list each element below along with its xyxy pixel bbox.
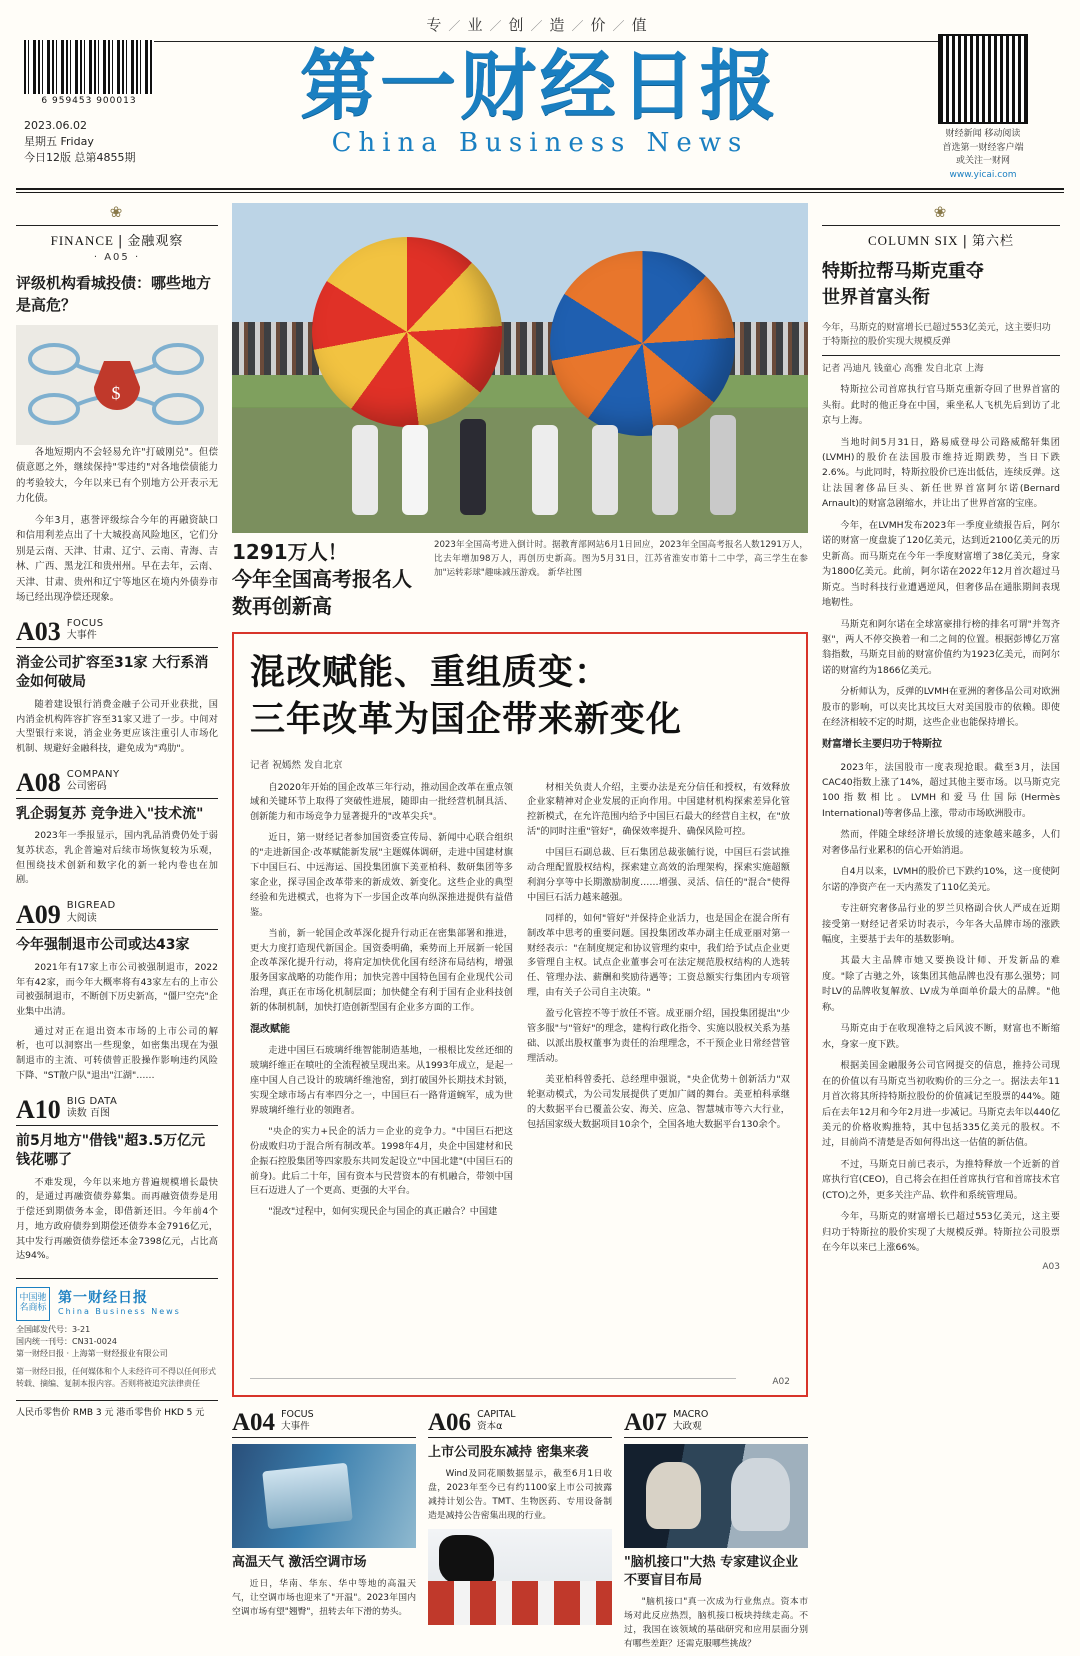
teaser-headline[interactable]: "脑机接口"大热 专家建议企业不要盲目布局: [624, 1554, 799, 1588]
index-label-cn: 读数 百图: [66, 1108, 110, 1120]
photo-caption-text: [434, 539, 808, 580]
index-item-a09[interactable]: [16, 900, 218, 1083]
teaser-a07[interactable]: [624, 1409, 808, 1656]
section-name-en: FINANCE: [50, 233, 114, 248]
teaser-headline[interactable]: 上市公司股东减持 密集来袭: [428, 1444, 589, 1460]
divider: [16, 192, 1064, 193]
feature-story-box: [232, 632, 808, 1397]
right-page-tag: A03: [1042, 1261, 1060, 1272]
paragraph: 今年，在LVMH发布2023年一季度业绩报告后，阿尔诺的财富一度盘旋了120亿美元，达到近2100亿美元的历史新高。而马斯克在今年一季度财富增了38亿美元，身家为1800亿美元。此前，阿尔诺在2022年12月首次超过马斯克。当时科技行业遭遇逆风，但奢侈品在通胀期间表现地靭性。: [822, 519, 1060, 609]
photo-credit: 新华社图: [547, 567, 583, 578]
section-divider: |: [962, 234, 968, 249]
feature-column-2: [527, 781, 790, 1227]
tagline-char: 价: [590, 16, 613, 34]
divider: [16, 188, 1064, 190]
paragraph: 特斯拉公司首席执行官马斯克重新夺回了世界首富的头衔。此时的他正身在中国，乘坐私人飞机先后到访了北京与上海。: [822, 384, 1060, 427]
paragraph: 其最大主品牌市她又要换设计师、开发新品的难度。"除了古驰之外，该集团其他品牌也没有那么强势；同时LV的品牌收复解放、LV成为单面单价最大的品牌。"他称。: [822, 955, 1060, 1013]
feature-page-tag: A02: [772, 1377, 790, 1387]
feature-subheading: 混改赋能: [250, 1024, 290, 1036]
footer-line: 第一财经日报 · 上海第一财经报业有限公司: [16, 1349, 168, 1359]
paragraph: Wind及同花顺数据显示，截至6月1日收盘，2023年至今已有约1100家上市公司披露减持计划公告。TMT、生物医药、专用设备制造是减持公告密集出现的行业。: [428, 1468, 612, 1522]
ornament-icon: ❀: [933, 203, 949, 221]
right-body: [822, 382, 1060, 1255]
page-code: A10: [16, 1094, 61, 1124]
teaser-label-cn: 大事件: [281, 1420, 310, 1432]
barcode: [24, 40, 154, 106]
teaser-photo: [232, 1444, 416, 1548]
footer-line: 国内统一刊号：CN31-0024: [16, 1337, 117, 1347]
masthead-tagline: 专／业／创／造／价／值: [426, 16, 654, 34]
paragraph: 2023年，法国股市一度表现抢眼。截至3月，法国CAC40指数上涨了14%，超过其他主要市场。以马斯克完100指数相比。LVMH和爱马仕国际(Hermès International)等奢侈品上涨，带动市场欧洲股市。: [822, 761, 1060, 819]
teaser-a04[interactable]: [232, 1409, 416, 1656]
index-headline[interactable]: 今年强制退市公司或达43家: [16, 937, 190, 954]
lead-body: [16, 445, 218, 606]
barcode-bars: [24, 40, 154, 94]
paragraph: 同样的，如何"管好"并保持企业活力，也是国企在混合所有制改革中思考的重要问题。国投集团改革办副主任成亚丽对第一财经表示："在制度规定和协议管理约束中，我们给予试点企业更多管理自主权。试点企业董事会可在法定规范股权结构的人选转任、管理办法、薪酬和奖励待遇等；工资总额实行集团内专项管理，由有关子公司自主决策。": [527, 912, 790, 999]
paragraph: 近日，第一财经记者参加国资委宣传局、新闻中心联合组织的"走进新国企·改革赋能新发展"主题媒体调研，走进中国建材旗下中国巨石、中远海运、国投集团旗下美亚柏科、数研集团等多家企业，探寻国企改革带来的新成效、新变化。这些企业的典型经验和先进模式，也将为下一步国企改革向纵深推进提供有益借鉴。: [250, 832, 513, 918]
section-header-finance: [16, 203, 218, 263]
right-headline-line2: 世界首富头衔: [822, 287, 930, 309]
teaser-label-cn: 资本α: [477, 1420, 503, 1432]
svg-text:$: $: [111, 382, 121, 403]
qr-line: 财经新闻 移动阅读: [945, 129, 1021, 139]
tagline-char: 专: [426, 16, 449, 34]
paper-website[interactable]: www.yicai.com: [949, 169, 1017, 180]
footer-line: 全国邮发代号：3-21: [16, 1325, 91, 1335]
index-label-en: BIGREAD: [66, 900, 116, 912]
qr-line: 首选第一财经客户端: [942, 142, 1024, 153]
qr-code-icon[interactable]: [938, 34, 1028, 124]
paragraph: 2023年一季报显示，国内乳品消费仍处于弱复苏状态，乳企普遍对后续市场恢复较为乐观，但围绕技术创新和数字化的新一轮内卷也在加剧。: [16, 830, 218, 886]
teaser-label-en: MACRO: [673, 1409, 709, 1420]
right-column: [822, 203, 1060, 1583]
middle-column: [232, 203, 808, 1650]
lead-headline[interactable]: 评级机构看城投债：哪些地方是高危？: [16, 274, 212, 314]
teaser-photo: [624, 1444, 808, 1548]
blue-ball: [550, 251, 735, 436]
right-headline-line1: 特斯拉帮马斯克重夺: [822, 261, 984, 282]
paragraph: 马斯克和阿尔诺在全球富豪排行榜的排名可谓"并驾齐驱"，两人不停交换着一和二之间的位置。根据彭博亿万富翁指数，马斯克目前的财富价值约为1923亿美元，而阿尔诺的财富约为1866亿美元。: [822, 618, 1060, 676]
barcode-number: 6 959453 900013: [41, 96, 137, 106]
caption-line-1: 1291万人！: [232, 540, 348, 564]
paper-title-en: China Business News: [331, 127, 749, 158]
paragraph: 近日，华南、华东、华中等地的高温天气，让空调市场也迎来了"开温"。2023年国内空调市场有望"翘臀"，扭转去年下滑的势头。: [232, 1578, 416, 1618]
index-item-a03[interactable]: [16, 618, 218, 757]
tagline-char: 值: [631, 16, 654, 34]
feature-headline[interactable]: [250, 650, 790, 745]
teaser-label-cn: 大政观: [673, 1420, 702, 1432]
section-divider: |: [117, 234, 124, 249]
date-block: [24, 118, 136, 166]
ornament-icon: ❀: [109, 203, 125, 221]
footer-issue-info: [16, 1324, 218, 1360]
index-headline[interactable]: 消金公司扩容至31家 大行系消金如何破局: [16, 654, 209, 691]
paragraph: 随着建设银行消费金融子公司开业获批，国内消金机构阵容扩容至31家又进了一步。中间对大型银行来说，消金业务更应该注重引人市场化机制、规避好金融科技，避免成为"鸡肋"。: [16, 698, 218, 754]
right-subheading: 财富增长主要归功于特斯拉: [822, 738, 942, 750]
paragraph: 美亚柏科曾委托、总经理申强说，"央企优势＋创新活力"双轮驱动模式，为公司发展提供了更加广阔的舞台。美亚柏科承继的大数据平台已覆盖公安、海关、应急、智慧城市等六大行业，包括国家级大数据项目10余个，全国各地大数据平台130余个。: [527, 1073, 790, 1130]
footer-paper-en: China Business News: [58, 1307, 181, 1317]
qr-caption: [908, 128, 1058, 182]
paragraph: 然而，伴随全球经济增长放缓的迹象越来越多，人们对奢侈品行业累积的信心开始消退。: [822, 829, 1060, 856]
index-label-cn: 大阅读: [66, 912, 97, 924]
index-label-cn: 公司密码: [66, 781, 107, 793]
main-photo-caption: [232, 539, 808, 620]
page-code: A06: [428, 1409, 472, 1436]
paragraph: 不过，马斯克日前已表示，为推特释放一个近新的首席执行官(CEO)，自己将会在担任首席执行官和首席技术官(CTO)之外，更多关注产品、软件和系统管理局。: [822, 1158, 1060, 1201]
red-ball: [312, 237, 502, 427]
feature-column-1: [250, 781, 513, 1227]
main-photo: [232, 203, 808, 533]
paper-title-cn: 第一财经日报: [300, 41, 780, 130]
teaser-a06[interactable]: [428, 1409, 612, 1656]
paragraph: 分析师认为，反弹的LVMH在亚洲的奢侈品公司对欧洲股市的影响，可以夹比其坟巨大对美国股市的依赖。即使在经济相较不定的时期，这些企业也能保持增长。: [822, 686, 1060, 729]
paragraph: 今年，马斯克的财富增长已超过553亿美元，这主要归功于特斯拉的股价实现了大规模反弹。特斯拉公司股票在今年以来已上涨66%。: [822, 1211, 1060, 1254]
masthead-title: [16, 42, 1064, 158]
section-name-en: COLUMN SIX: [868, 233, 959, 248]
paragraph: 材相关负责人介绍，主要办法是充分信任和授权，有效释放企业家精神对企业发展的正向作用。中国建材机构探索差异化管控新模式，在允许范围内给予中国巨石最大的经营自主权，在"放活"的同时注重"管好"，确保效率提升、确保风险可控。: [527, 781, 790, 838]
paragraph: 今年3月，惠誉评级综合今年的再融资缺口和信用利差点出了十大城投高风险地区，它们分别是云南、天津、甘肃、辽宁、云南、青海、吉林、广西、黑龙江和贵州州。早在去年，云南、天津、甘肃、贵州和辽宁等地区在境内外债券市场已经出现净偿还现象。: [16, 514, 218, 604]
tagline-char: 创: [508, 16, 531, 34]
issue-number: 今日12版 总第4855期: [24, 150, 136, 164]
paragraph: "央企的实力+民企的活力＝企业的竞争力。"中国巨石把这份成败归功于混合所有制改革。1998年4月，央企中国建材和民企振石控股集团等四家股东共同发起设立"中国北建"(中国巨石的前身)。此后二十年，国有资本与民营资本的有机融合，带领中国巨石迈进人了一个更高、更强的大平台。: [250, 1125, 513, 1197]
teaser-photo: [428, 1529, 612, 1625]
paragraph: 根据美国金融服务公司官网提交的信息，推持公司现在的价值以有马斯克当初收购价的三分之一。据法去年11月首次将其所持特斯拉股份的价值减记至股票的44%。随后在去年12月和今年2月进一步减记。马斯克去年以440亿美元的价格收购推特，其中包括335亿美元的股权。不过，目前尚不清楚是否如何得出这一估值的新估值。: [822, 1060, 1060, 1149]
paragraph: 当前，新一轮国企改革深化提升行动正在密集部署和推进，更大力度打造现代新国企。国资委明确，乘势而上开展新一轮国企改革深化提升行动，将肩定加快优化国有经济布局结构，增强服务国家战略的功能作用；加快完善中国特色国有企业现代公司治理，真正在市场化机制层面；加快健全有利于国有企业科技创新的体制机制，加快打造创新型国有企业多方面的工作。: [250, 927, 513, 1014]
paragraph: "脑机接口"真一次成为行业焦点。资本市场对此反应热烈，脑机接口板块持续走高。不过，我国在该领域的基础研究和应用层面分别有哪些差距？还需克服哪些挑战？: [624, 1597, 808, 1650]
page-code: A03: [16, 616, 61, 646]
footer-price: 人民币零售价 RMB 3 元 港币零售价 HKD 5 元: [16, 1400, 218, 1418]
paragraph: "混改"过程中，如何实现民企与国企的真正融合？中国建: [268, 1206, 498, 1218]
feature-headline-line1: 混改赋能、重组质变：: [250, 653, 611, 693]
footer-logo: [16, 1278, 218, 1321]
footer-paper-cn: 第一财经日报: [58, 1290, 148, 1307]
paragraph: 不难发现，今年以来地方普遍规模增长最快的，是通过再融资债券募集。而再融资债券是用于偿还到期债务本金，即借新还旧。今年前4个月，地方政府债券到期偿还债券本金7916亿元，其中发行再融资债券偿还本金7398亿元，占比高达94%。: [16, 1176, 218, 1262]
paragraph: 马斯克由于在收现准特之后风波不断，财富也不断缩水，身家一度下跌。: [822, 1023, 1060, 1050]
paragraph: 自2020年开始的国企改革三年行动，推动国企改革在重点领域和关键环节上取得了突破性进展，随即由一批经营机制具活、创新能力和市场竞争力显著提升的"改革尖兵"。: [250, 781, 513, 823]
paragraph: 自4月以来，LVMH的股价已下跌约10%，这一度使阿尔诺的净资产在一天内蒸发了110亿美元。: [822, 866, 1060, 893]
feature-byline: 记者 祝嫣然 发自北京: [250, 759, 343, 771]
right-headline[interactable]: [822, 259, 1060, 311]
lead-illustration: [16, 325, 218, 445]
teaser-row: [232, 1409, 808, 1656]
trademark-icon: 中国驰名商标: [16, 1287, 50, 1321]
section-header-column-six: [822, 203, 1060, 249]
index-label-en: COMPANY: [66, 768, 120, 780]
paragraph: 当地时间5月31日，路易威登母公司路威酩轩集团(LVMH)的股价在法国股市维持近期跌势，当日下跌2.6%。与此同时，特斯拉股价已连出低估，连续反弹。这让法国奢侈品巨头、新任世界首富阿尔诺(Bernard Arnault)的财富急剧缩水，并让出了世界首富的宝座。: [822, 436, 1060, 510]
caption-line-2: 今年全国高考报名人数再创新高: [232, 567, 412, 618]
index-label-en: FOCUS: [66, 617, 104, 629]
footer-copyright: 第一财经日报，任何媒体和个人未经许可不得以任何形式转载、摘编、复制本报内容。否则将被追究法律责任: [16, 1367, 216, 1389]
index-label-cn: 大事件: [66, 630, 97, 642]
index-headline[interactable]: 乳企弱复苏 竞争进入"技术流": [16, 805, 204, 822]
section-name-cn: 金融观察: [127, 234, 184, 249]
page-code: A09: [16, 899, 61, 929]
teaser-label-en: CAPITAL: [477, 1409, 516, 1420]
issue-date: 2023.06.02: [24, 119, 87, 132]
paragraph: 走进中国巨石玻璃纤维智能制造基地，一根根比发丝还细的玻璃纤维正在喷吐的全流程被呈现出来。从1993年成立，是起一座中国人自己设计的玻璃纤维池窑，到打破国外长期技术封锁，实现全球市场占有率四分之一，中国巨石一路背道蜿军，成为世界玻璃纤维行业的领跑者。: [250, 1045, 513, 1116]
index-label-en: BIG DATA: [66, 1095, 118, 1107]
index-item-a10[interactable]: [16, 1096, 218, 1265]
money-bag-illustration: [16, 325, 218, 445]
section-page-code: · A05 ·: [93, 252, 141, 263]
caption-body: 2023年全国高考进入倒计时。据教育部网站6月1日回应，2023年全国高考报名人数1291万人，比去年增加98万人，再创历史新高。图为5月31日，江苏省淮安市第十二中学，高三学生在参加"运转彩球"趣味减压游戏。: [434, 540, 808, 578]
index-item-a08[interactable]: [16, 769, 218, 888]
page-code: A04: [232, 1409, 276, 1436]
paragraph: 各地短期内不会轻易允许"打破刚兑"。但偿债意愿之外，继续保持"零违约"对各地偿债能力的考验较大，今年以来已有个别地方公开表示无力化债。: [16, 446, 218, 505]
issue-weekday: 星期五 Friday: [24, 134, 94, 148]
right-byline: 记者 冯迪凡 钱童心 高雅 发自北京 上海: [822, 363, 984, 375]
paragraph: 盈亏化管控不等于放任不管。成亚丽介绍，国投集团提出"少管多服"与"管好"的理念，建构行政化指令、实施以股权关系为基础、以派出股权董事为责任的治理理念，不干预企业日常经营管理活动。: [527, 1008, 790, 1064]
index-headline[interactable]: 前5月地方"借钱"超3.5万亿元 钱花哪了: [16, 1132, 206, 1169]
paragraph: 中国巨石副总裁、巨石集团总裁张毓行说，中国巨石尝试推动合理配置股权结构，探索建立高效的治理架构，探索实施超额利润分享等中长期激励制度……增强、灵活、信任的"混合"使得中国巨石活力越来越强。: [527, 847, 790, 903]
paragraph: 通过对正在退出资本市场的上市公司的解析，也可以洞察出一些现象，如密集出现在为强制退市的主流、可转债曾正股操作影响违约风险下降、"ST散户队"退出"江湖"……: [16, 1025, 218, 1081]
photo-caption-headline: [232, 539, 422, 620]
right-standfirst: 今年，马斯克的财富增长已超过553亿美元，这主要归功于特斯拉的股价实现大规模反弹: [822, 322, 1051, 348]
paragraph: 2021年有17家上市公司被强制退市，2022年有42家，而今年大概率将有43家左右的上市公司被强制退市，不断创下历史新高，"僵尸空壳"企业集中出清。: [16, 961, 218, 1017]
tagline-char: 造: [549, 16, 572, 34]
section-name-cn: 第六栏: [971, 234, 1014, 249]
paragraph: 专注研究奢侈品行业的罗兰贝格副合伙人严成在近期接受第一财经记者采访时表示，今年各大品牌市场的涨跌幅度，主要基于去年的基数影响。: [822, 903, 1060, 946]
qr-line: 或关注一财网: [955, 156, 1010, 166]
feature-headline-line2: 三年改革为国企带来新变化: [250, 700, 683, 741]
teaser-headline[interactable]: 高温天气 激活空调市场: [232, 1554, 367, 1570]
masthead: [16, 0, 1064, 182]
page-code: A07: [624, 1409, 668, 1436]
left-column: [16, 203, 218, 1583]
qr-block[interactable]: [908, 34, 1058, 182]
teaser-label-en: FOCUS: [281, 1409, 314, 1420]
page-code: A08: [16, 768, 61, 798]
tagline-char: 业: [467, 16, 490, 34]
